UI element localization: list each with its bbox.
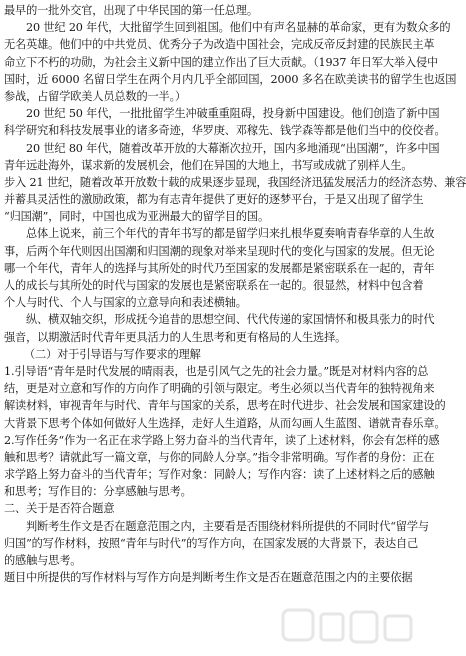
- text-line: 判断考生作文是否在题意范围之内，主要看是否围绕材料所提供的不同时代“留学与: [26, 519, 429, 533]
- text-line: 20 世纪 50 年代，一批批留学生冲破重重阻碍，投身新中国建设。他们创造了新中国: [26, 107, 440, 121]
- text-line: （二）对于引导语与写作要求的理解: [24, 347, 201, 361]
- text-line: 2.写作任务“作为一名正在求学路上努力奋斗的当代青年，读了上述材料，你会有怎样的感: [4, 433, 440, 447]
- text-line: 国时，近 6000 名留日学生在两个月内几乎全部回国，2000 多名在欧美读书的留学生也返国: [4, 72, 457, 86]
- text-line: 解读材料，审视青年与时代、青年与国家的关系，思考在时代进步、社会发展和国家建设的: [4, 399, 446, 413]
- text-line: 参战，占留学欧美人员总数的一半。）: [4, 89, 187, 103]
- text-line: 二、关于是否符合题意: [4, 502, 115, 516]
- text-line: 和思考；写作目的：分享感触与思考。: [4, 485, 192, 499]
- document-page: [4, 2, 466, 586]
- text-line: 强音，以期激活时代青年更具活力的人生思考和更有格局的人生选择。: [4, 330, 347, 344]
- text-line: 结，更是对立意和写作的方向作了明确的引领与限定。考生必须以当代青年的独特视角来: [4, 382, 435, 396]
- text-line: 青年远赴海外，谋求新的发展机会，他们在异国的大地上，书写或成就了别样人生。: [4, 158, 413, 172]
- text-line: 20 世纪 80 年代，随着改革开放的大幕渐次拉开，国内多地涌现“出国潮”，许多中国: [26, 141, 440, 155]
- text-line: 事，后两个年代则因出国潮和归国潮的现象对举来呈现时代的变化与国家的发展。但无论: [4, 244, 435, 258]
- text-line: 科学研究和科技发展事业的诸多奇迹，华罗庚、邓稼先、钱学森等都是他们当中的佼佼者。: [4, 124, 446, 138]
- text-line: 归国”的写作材料，按照“青年与时代”的写作方向，在国家发展的大背景下，表达自己: [4, 536, 419, 550]
- text-line: 哪一个年代，青年人的选择与其所处的时代乃至国家的发展都是紧密联系在一起的，青年: [4, 261, 435, 275]
- text-line: “归国潮”，同时，中国也成为亚洲最大的留学目的国。: [4, 210, 270, 224]
- text-line: 步入 21 世纪，随着改革开放数十载的成果逐步显现，我国经济迅猛发展活力的经济态势、兼容: [4, 175, 466, 189]
- text-line: 个人与时代、个人与国家的立意导向和表述横轴。: [4, 296, 247, 310]
- text-line: 总体上说来，前三个年代的青年书写的都是留学归来扎根华夏奏响青春华章的人生故: [26, 227, 435, 241]
- text-line: 1.引导语“青年是时代发展的晴雨表，也是引风气之先的社会力量。”既是对材料内容的总: [4, 364, 429, 378]
- text-line: 人的成长与其所处的时代与国家的发展也是紧密联系在一起的。很显然，材料中包含着: [4, 279, 424, 292]
- text-line: 并蓄具灵活性的激励政策，都为有志青年提供了更好的逐梦平台，于是又出现了留学生: [4, 193, 424, 207]
- text-line: 无名英雄。他们中的中共党员、优秀分子为改造中国社会，完成反帝反封建的民族民主革: [4, 38, 435, 52]
- text-line: 20 世纪 20 年代，大批留学生回到祖国。他们中有声名显赫的革命家，更有为数众多的: [26, 21, 451, 35]
- text-line: 大背景下思考个体如何做好人生选择，走好人生道路，从而勾画人生蓝图、谱就青春乐章。: [4, 416, 446, 430]
- text-line: 命立下不朽的功勋，为社会主义新中国的建立作出了巨大贡献。（1937 年日军大举入侵中: [4, 55, 439, 69]
- text-line: 纵、横双轴交织，形成抚今追昔的思想空间、代代传递的家国情怀和极具张力的时代: [26, 313, 435, 327]
- text-line: 最早的一批外交官，出现了中华民国的第一任总理。: [4, 4, 258, 17]
- watermark-logo-icon: [277, 604, 417, 652]
- text-line: 求学路上努力奋斗的当代青年；写作对象：同龄人；写作内容：读了上述材料之后的感触: [4, 468, 435, 482]
- text-line: 的感触与思考。: [4, 554, 82, 567]
- text-line: 触和思考？请就此写一篇文章，与你的同龄人分享。”指令非常明确。写作者的身份：正在: [4, 450, 435, 464]
- text-line: 题目中所提供的写作材料与写作方向是判断考生作文是否在题意范围之内的主要依据: [4, 571, 413, 585]
